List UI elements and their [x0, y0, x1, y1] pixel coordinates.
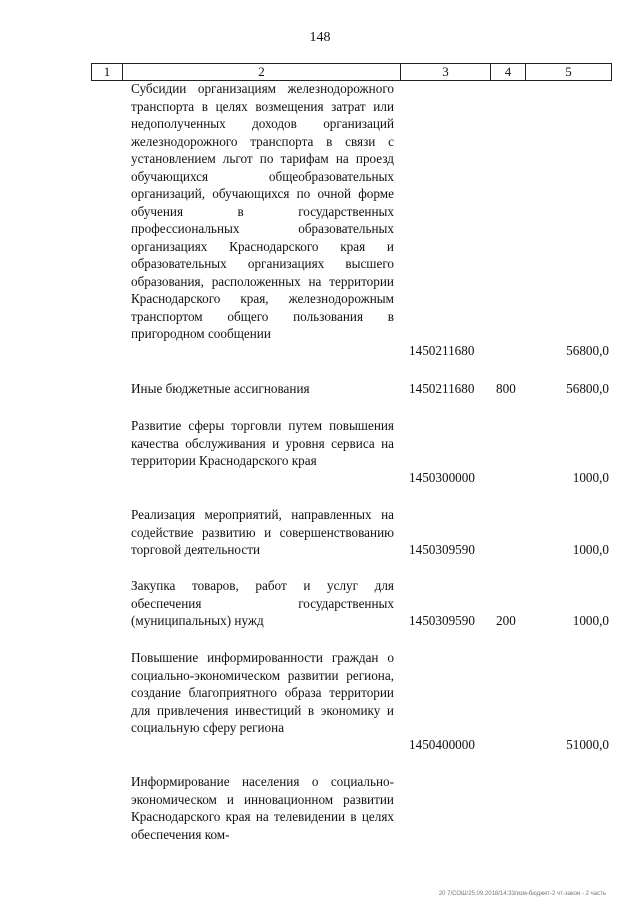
- row-amount: 1000,0: [572, 613, 609, 628]
- row-description: Реализация мероприятий, направленных на содействие развитию и совершенствованию торговой деятельности: [131, 507, 394, 557]
- row-code: 1450309590: [409, 613, 475, 628]
- column-header-table: [91, 63, 612, 81]
- row-code: 1450309590: [409, 542, 475, 557]
- row-amount: 51000,0: [566, 737, 609, 752]
- row-code: 1450300000: [409, 470, 475, 485]
- page-number: 148: [309, 30, 331, 45]
- row-code: 1450400000: [409, 737, 475, 752]
- column-header-1: 1: [92, 64, 123, 81]
- row-description: Информирование населения о социально-экономическом и инновационном развитии Краснодарского края на телевидении в целях обеспечения ком-: [131, 774, 394, 842]
- column-header-row: [92, 64, 612, 81]
- row-description: Закупка товаров, работ и услуг для обеспечения государственных (муниципальных) нужд: [131, 578, 394, 628]
- row-description: Повышение информированности граждан о социально-экономическом развитии региона, создание благоприятного образа территории для привлечения инвестиций в экономику и социальную сферу региона: [131, 650, 394, 735]
- row-amount: 1000,0: [572, 470, 609, 485]
- row-code: 1450211680: [409, 381, 475, 396]
- row-amount: 56800,0: [566, 381, 609, 396]
- column-header-4: 4: [491, 64, 526, 81]
- row-description: Субсидии организациям железнодорожного транспорта в целях возмещения затрат или недополученных доходов организаций железнодорожного транспорта в связи с установлением льгот по тарифам на проезд обучающихся общеобразовательных организаций, обучающихся по очной форме обучения в государственных профессиональных образовательных организациях Краснодарского края и образовательных организациях высшего образования, расположенных на территории Краснодарского края, железнодорожным транспортом общего пользования в пригородном сообщении: [131, 81, 394, 341]
- column-header-2: 2: [123, 64, 401, 81]
- row-amount: 56800,0: [566, 343, 609, 358]
- footer-stamp: 20 7/СОШ/25.09.2018/14:33/изм-бюджет-2 чт-закон - 2 часть: [438, 891, 606, 897]
- row-amount: 1000,0: [572, 542, 609, 557]
- row-expense-type: 800: [496, 381, 516, 396]
- column-header-5: 5: [526, 64, 612, 81]
- row-description: Развитие сферы торговли путем повышения качества обслуживания и уровня сервиса на территории Краснодарского края: [131, 418, 394, 468]
- row-expense-type: 200: [496, 613, 516, 628]
- row-code: 1450211680: [409, 343, 475, 358]
- row-description: Иные бюджетные ассигнования: [131, 381, 310, 396]
- column-header-3: 3: [401, 64, 491, 81]
